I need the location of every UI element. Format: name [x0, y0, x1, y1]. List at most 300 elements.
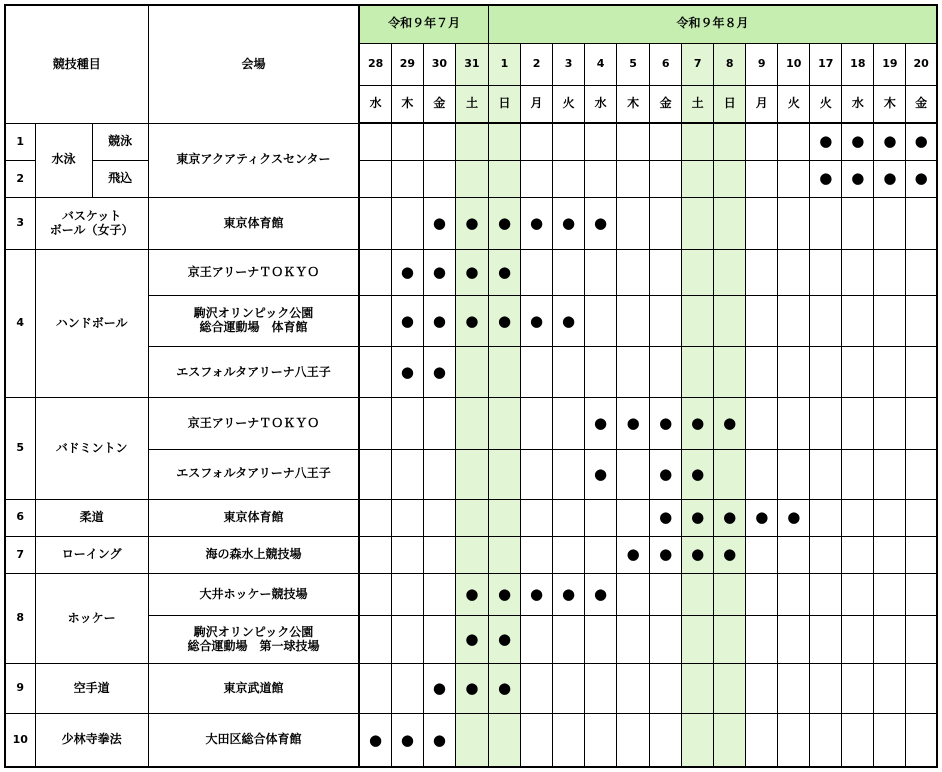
event-marker: ●: [650, 536, 682, 573]
empty-day-cell: [585, 499, 617, 536]
empty-day-cell: [455, 714, 488, 767]
venue-name: 東京武道館: [148, 664, 359, 714]
empty-day-cell: [521, 160, 553, 197]
empty-day-cell: [714, 664, 746, 714]
empty-day-cell: [521, 123, 553, 160]
empty-day-cell: [874, 616, 906, 664]
empty-day-cell: [906, 449, 937, 499]
event-marker: ●: [842, 160, 874, 197]
venue-name: 東京体育館: [148, 197, 359, 249]
empty-day-cell: [810, 197, 842, 249]
empty-day-cell: [455, 160, 488, 197]
empty-day-cell: [359, 347, 391, 398]
empty-day-cell: [842, 398, 874, 449]
empty-day-cell: [650, 616, 682, 664]
empty-day-cell: [906, 296, 937, 347]
date-header: 5: [617, 43, 650, 85]
sport-name: 柔道: [35, 499, 148, 536]
empty-day-cell: [682, 616, 714, 664]
empty-day-cell: [778, 347, 810, 398]
date-header: 9: [746, 43, 778, 85]
sport-name: ハンドボール: [35, 250, 148, 398]
empty-day-cell: [521, 664, 553, 714]
empty-day-cell: [553, 123, 585, 160]
event-marker: ●: [553, 197, 585, 249]
empty-day-cell: [553, 616, 585, 664]
event-marker: ●: [874, 160, 906, 197]
empty-day-cell: [682, 347, 714, 398]
row-number: 8: [5, 573, 35, 663]
empty-day-cell: [906, 250, 937, 296]
empty-day-cell: [874, 296, 906, 347]
empty-day-cell: [391, 160, 423, 197]
empty-day-cell: [585, 160, 617, 197]
event-marker: ●: [682, 449, 714, 499]
empty-day-cell: [874, 536, 906, 573]
empty-day-cell: [746, 160, 778, 197]
empty-day-cell: [359, 250, 391, 296]
event-marker: ●: [810, 160, 842, 197]
empty-day-cell: [842, 536, 874, 573]
empty-day-cell: [521, 616, 553, 664]
empty-day-cell: [585, 123, 617, 160]
event-marker: ●: [906, 123, 937, 160]
empty-day-cell: [810, 250, 842, 296]
row-number: 10: [5, 714, 35, 767]
event-marker: ●: [423, 197, 455, 249]
event-marker: ●: [455, 573, 488, 615]
date-header: 31: [455, 43, 488, 85]
empty-day-cell: [488, 123, 520, 160]
empty-day-cell: [553, 714, 585, 767]
empty-day-cell: [359, 197, 391, 249]
empty-day-cell: [423, 536, 455, 573]
empty-day-cell: [423, 160, 455, 197]
event-marker: ●: [488, 616, 520, 664]
weekday-header: 木: [391, 85, 423, 123]
event-marker: ●: [455, 250, 488, 296]
weekday-header: 水: [359, 85, 391, 123]
event-marker: ●: [455, 197, 488, 249]
empty-day-cell: [906, 573, 937, 615]
weekday-header: 月: [746, 85, 778, 123]
event-marker: ●: [585, 449, 617, 499]
empty-day-cell: [906, 714, 937, 767]
empty-day-cell: [842, 664, 874, 714]
empty-day-cell: [617, 573, 650, 615]
empty-day-cell: [906, 536, 937, 573]
sport-name: 少林寺拳法: [35, 714, 148, 767]
empty-day-cell: [810, 449, 842, 499]
empty-day-cell: [810, 499, 842, 536]
empty-day-cell: [455, 449, 488, 499]
weekday-header: 金: [650, 85, 682, 123]
empty-day-cell: [682, 123, 714, 160]
venue-name: 東京体育館: [148, 499, 359, 536]
empty-day-cell: [521, 347, 553, 398]
event-marker: ●: [714, 536, 746, 573]
empty-day-cell: [746, 123, 778, 160]
empty-day-cell: [778, 573, 810, 615]
empty-day-cell: [423, 616, 455, 664]
empty-day-cell: [842, 499, 874, 536]
venue-column-header: 会場: [148, 5, 359, 123]
empty-day-cell: [874, 499, 906, 536]
empty-day-cell: [682, 296, 714, 347]
empty-day-cell: [650, 197, 682, 249]
empty-day-cell: [617, 714, 650, 767]
empty-day-cell: [359, 123, 391, 160]
empty-day-cell: [714, 616, 746, 664]
date-header: 30: [423, 43, 455, 85]
date-header: 7: [682, 43, 714, 85]
event-marker: ●: [391, 714, 423, 767]
event-marker: ●: [521, 573, 553, 615]
empty-day-cell: [778, 123, 810, 160]
empty-day-cell: [778, 197, 810, 249]
weekday-header: 水: [842, 85, 874, 123]
event-marker: ●: [423, 296, 455, 347]
empty-day-cell: [842, 449, 874, 499]
event-marker: ●: [391, 296, 423, 347]
sport-column-header: 競技種目: [5, 5, 148, 123]
empty-day-cell: [778, 398, 810, 449]
event-marker: ●: [842, 123, 874, 160]
event-marker: ●: [423, 250, 455, 296]
sport-name: バドミントン: [35, 398, 148, 499]
empty-day-cell: [488, 714, 520, 767]
venue-name: 駒沢オリンピック公園 総合運動場 体育館: [148, 296, 359, 347]
date-header: 1: [488, 43, 520, 85]
row-number: 1: [5, 123, 35, 160]
row-number: 3: [5, 197, 35, 249]
empty-day-cell: [746, 398, 778, 449]
row-number: 9: [5, 664, 35, 714]
date-header: 4: [585, 43, 617, 85]
venue-name: 海の森水上競技場: [148, 536, 359, 573]
date-header: 2: [521, 43, 553, 85]
event-marker: ●: [617, 536, 650, 573]
event-marker: ●: [714, 499, 746, 536]
weekday-header: 木: [874, 85, 906, 123]
empty-day-cell: [714, 573, 746, 615]
empty-day-cell: [682, 573, 714, 615]
empty-day-cell: [650, 714, 682, 767]
empty-day-cell: [650, 296, 682, 347]
empty-day-cell: [359, 573, 391, 615]
event-marker: ●: [810, 123, 842, 160]
empty-day-cell: [746, 449, 778, 499]
empty-day-cell: [746, 197, 778, 249]
empty-day-cell: [359, 499, 391, 536]
event-marker: ●: [423, 714, 455, 767]
empty-day-cell: [778, 296, 810, 347]
event-marker: ●: [585, 573, 617, 615]
empty-day-cell: [650, 250, 682, 296]
empty-day-cell: [682, 197, 714, 249]
event-marker: ●: [521, 296, 553, 347]
empty-day-cell: [585, 347, 617, 398]
empty-day-cell: [746, 616, 778, 664]
empty-day-cell: [778, 664, 810, 714]
venue-name: 東京アクアティクスセンター: [148, 123, 359, 197]
row-number: 6: [5, 499, 35, 536]
event-marker: ●: [585, 398, 617, 449]
empty-day-cell: [455, 123, 488, 160]
event-marker: ●: [391, 250, 423, 296]
event-marker: ●: [455, 664, 488, 714]
event-marker: ●: [521, 197, 553, 249]
empty-day-cell: [553, 250, 585, 296]
empty-day-cell: [521, 398, 553, 449]
sport-name: バスケット ボール（女子）: [35, 197, 148, 249]
empty-day-cell: [746, 664, 778, 714]
empty-day-cell: [359, 449, 391, 499]
empty-day-cell: [746, 296, 778, 347]
empty-day-cell: [874, 197, 906, 249]
empty-day-cell: [810, 573, 842, 615]
empty-day-cell: [810, 347, 842, 398]
empty-day-cell: [810, 714, 842, 767]
empty-day-cell: [585, 616, 617, 664]
sport-name: 水泳: [35, 123, 92, 197]
empty-day-cell: [521, 449, 553, 499]
empty-day-cell: [359, 664, 391, 714]
event-marker: ●: [423, 347, 455, 398]
weekday-header: 土: [682, 85, 714, 123]
empty-day-cell: [746, 347, 778, 398]
event-marker: ●: [553, 573, 585, 615]
event-marker: ●: [359, 714, 391, 767]
empty-day-cell: [810, 616, 842, 664]
event-marker: ●: [778, 499, 810, 536]
sport-name: 空手道: [35, 664, 148, 714]
empty-day-cell: [617, 250, 650, 296]
empty-day-cell: [714, 250, 746, 296]
empty-day-cell: [746, 250, 778, 296]
venue-name: 駒沢オリンピック公園 総合運動場 第一球技場: [148, 616, 359, 664]
venue-name: 大田区総合体育館: [148, 714, 359, 767]
empty-day-cell: [810, 398, 842, 449]
empty-day-cell: [617, 160, 650, 197]
empty-day-cell: [455, 499, 488, 536]
empty-day-cell: [746, 536, 778, 573]
empty-day-cell: [617, 449, 650, 499]
empty-day-cell: [488, 398, 520, 449]
empty-day-cell: [746, 714, 778, 767]
empty-day-cell: [553, 347, 585, 398]
date-header: 20: [906, 43, 937, 85]
empty-day-cell: [391, 573, 423, 615]
empty-day-cell: [391, 616, 423, 664]
empty-day-cell: [521, 499, 553, 536]
empty-day-cell: [617, 347, 650, 398]
empty-day-cell: [810, 296, 842, 347]
empty-day-cell: [359, 536, 391, 573]
event-marker: ●: [682, 499, 714, 536]
date-header: 28: [359, 43, 391, 85]
empty-day-cell: [359, 398, 391, 449]
empty-day-cell: [553, 160, 585, 197]
sport-name: ホッケー: [35, 573, 148, 663]
competition-schedule-table: [4, 4, 938, 768]
empty-day-cell: [874, 449, 906, 499]
weekday-header: 日: [714, 85, 746, 123]
empty-day-cell: [906, 499, 937, 536]
empty-day-cell: [553, 499, 585, 536]
empty-day-cell: [423, 499, 455, 536]
date-header: 17: [810, 43, 842, 85]
month-header: 令和９年７月: [359, 5, 488, 43]
empty-day-cell: [810, 664, 842, 714]
empty-day-cell: [359, 296, 391, 347]
empty-day-cell: [521, 536, 553, 573]
empty-day-cell: [521, 250, 553, 296]
empty-day-cell: [906, 347, 937, 398]
event-marker: ●: [585, 197, 617, 249]
empty-day-cell: [714, 347, 746, 398]
empty-day-cell: [423, 449, 455, 499]
event-marker: ●: [746, 499, 778, 536]
empty-day-cell: [617, 296, 650, 347]
venue-name: 京王アリーナＴＯＫＹＯ: [148, 250, 359, 296]
empty-day-cell: [874, 573, 906, 615]
empty-day-cell: [874, 347, 906, 398]
event-marker: ●: [423, 664, 455, 714]
empty-day-cell: [906, 616, 937, 664]
empty-day-cell: [874, 664, 906, 714]
empty-day-cell: [488, 347, 520, 398]
empty-day-cell: [488, 499, 520, 536]
empty-day-cell: [488, 536, 520, 573]
empty-day-cell: [682, 250, 714, 296]
empty-day-cell: [585, 296, 617, 347]
weekday-header: 火: [778, 85, 810, 123]
weekday-header: 水: [585, 85, 617, 123]
event-marker: ●: [488, 197, 520, 249]
empty-day-cell: [585, 536, 617, 573]
row-number: 2: [5, 160, 35, 197]
venue-name: エスフォルタアリーナ八王子: [148, 347, 359, 398]
empty-day-cell: [455, 398, 488, 449]
row-number: 7: [5, 536, 35, 573]
sport-name: ローイング: [35, 536, 148, 573]
empty-day-cell: [842, 197, 874, 249]
empty-day-cell: [650, 347, 682, 398]
empty-day-cell: [455, 536, 488, 573]
empty-day-cell: [842, 714, 874, 767]
venue-name: 大井ホッケー競技場: [148, 573, 359, 615]
empty-day-cell: [714, 197, 746, 249]
empty-day-cell: [874, 250, 906, 296]
empty-day-cell: [617, 499, 650, 536]
empty-day-cell: [714, 449, 746, 499]
event-marker: ●: [488, 296, 520, 347]
empty-day-cell: [746, 573, 778, 615]
weekday-header: 火: [553, 85, 585, 123]
empty-day-cell: [810, 536, 842, 573]
venue-name: エスフォルタアリーナ八王子: [148, 449, 359, 499]
empty-day-cell: [553, 536, 585, 573]
event-marker: ●: [650, 449, 682, 499]
empty-day-cell: [553, 664, 585, 714]
event-marker: ●: [714, 398, 746, 449]
empty-day-cell: [585, 714, 617, 767]
empty-day-cell: [359, 160, 391, 197]
empty-day-cell: [778, 449, 810, 499]
date-header: 3: [553, 43, 585, 85]
empty-day-cell: [617, 616, 650, 664]
weekday-header: 月: [521, 85, 553, 123]
empty-day-cell: [488, 160, 520, 197]
event-marker: ●: [488, 573, 520, 615]
date-header: 29: [391, 43, 423, 85]
weekday-header: 日: [488, 85, 520, 123]
empty-day-cell: [906, 197, 937, 249]
event-marker: ●: [553, 296, 585, 347]
empty-day-cell: [778, 536, 810, 573]
empty-day-cell: [650, 573, 682, 615]
event-marker: ●: [906, 160, 937, 197]
empty-day-cell: [650, 123, 682, 160]
empty-day-cell: [455, 347, 488, 398]
event-marker: ●: [682, 398, 714, 449]
empty-day-cell: [617, 197, 650, 249]
event-marker: ●: [455, 296, 488, 347]
empty-day-cell: [778, 616, 810, 664]
empty-day-cell: [391, 398, 423, 449]
empty-day-cell: [391, 536, 423, 573]
event-marker: ●: [874, 123, 906, 160]
weekday-header: 金: [423, 85, 455, 123]
empty-day-cell: [391, 197, 423, 249]
empty-day-cell: [778, 714, 810, 767]
empty-day-cell: [391, 664, 423, 714]
empty-day-cell: [906, 398, 937, 449]
empty-day-cell: [553, 449, 585, 499]
empty-day-cell: [714, 714, 746, 767]
empty-day-cell: [842, 573, 874, 615]
empty-day-cell: [585, 664, 617, 714]
date-header: 18: [842, 43, 874, 85]
empty-day-cell: [778, 250, 810, 296]
date-header: 19: [874, 43, 906, 85]
empty-day-cell: [842, 296, 874, 347]
empty-day-cell: [423, 398, 455, 449]
empty-day-cell: [682, 160, 714, 197]
empty-day-cell: [617, 664, 650, 714]
empty-day-cell: [778, 160, 810, 197]
empty-day-cell: [617, 123, 650, 160]
empty-day-cell: [391, 123, 423, 160]
empty-day-cell: [874, 714, 906, 767]
weekday-header: 火: [810, 85, 842, 123]
event-marker: ●: [682, 536, 714, 573]
weekday-header: 金: [906, 85, 937, 123]
event-marker: ●: [391, 347, 423, 398]
empty-day-cell: [391, 449, 423, 499]
empty-day-cell: [842, 250, 874, 296]
venue-name: 京王アリーナＴＯＫＹＯ: [148, 398, 359, 449]
row-number: 4: [5, 250, 35, 398]
empty-day-cell: [650, 160, 682, 197]
empty-day-cell: [714, 160, 746, 197]
row-number: 5: [5, 398, 35, 499]
event-marker: ●: [455, 616, 488, 664]
empty-day-cell: [906, 664, 937, 714]
empty-day-cell: [842, 616, 874, 664]
sub-event-name: 飛込: [92, 160, 148, 197]
